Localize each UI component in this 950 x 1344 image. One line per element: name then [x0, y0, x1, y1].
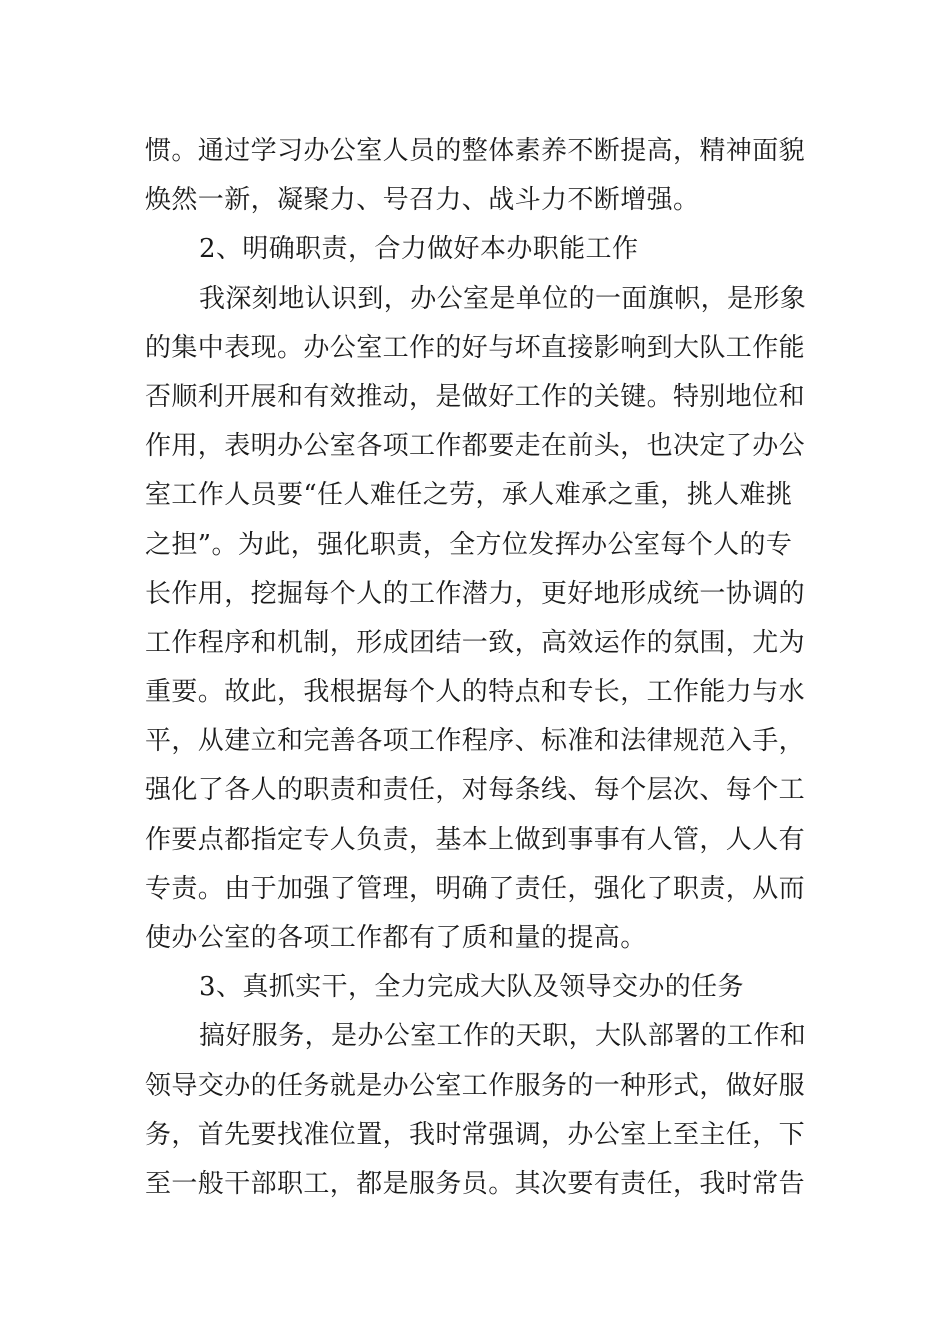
text-line: 强化了各人的职责和责任，对每条线、每个层次、每个工: [145, 775, 806, 806]
text-line: 惯。通过学习办公室人员的整体素养不断提高，精神面貌: [145, 136, 806, 166]
text-line: 之担”。为此，强化职责，全方位发挥办公室每个人的专: [145, 529, 793, 560]
text-line: 作要点都指定专人负责，基本上做到事事有人管，人人有: [145, 824, 806, 855]
text-line: 作用，表明办公室各项工作都要走在前头，也决定了办公: [145, 431, 806, 462]
text-line: 的集中表现。办公室工作的好与坏直接影响到大队工作能: [145, 332, 806, 363]
text-line: 室工作人员要“任人难任之劳，承人难承之重，挑人难挑: [145, 480, 793, 511]
paragraph-start: 我深刻地认识到，办公室是单位的一面旗帜，是形象: [199, 283, 807, 314]
text-line: 领导交办的任务就是办公室工作服务的一种形式，做好服: [145, 1070, 806, 1101]
text-line: 焕然一新，凝聚力、号召力、战斗力不断增强。: [145, 185, 700, 216]
text-line: 重要。故此，我根据每个人的特点和专长，工作能力与水: [145, 677, 806, 708]
text-line: 使办公室的各项工作都有了质和量的提高。: [145, 923, 647, 953]
text-line: 否顺利开展和有效推动，是做好工作的关键。特别地位和: [145, 381, 806, 412]
paragraph-start: 搞好服务，是办公室工作的天职，大队部署的工作和: [199, 1021, 807, 1052]
text-line: 至一般干部职工，都是服务员。其次要有责任，我时常告: [145, 1168, 806, 1199]
text-line: 平，从建立和完善各项工作程序、标准和法律规范入手，: [145, 726, 806, 757]
section-heading: 2、明确职责，合力做好本办职能工作: [199, 234, 639, 265]
text-line: 工作程序和机制，形成团结一致，高效运作的氛围，尤为: [145, 627, 806, 658]
document-body: [145, 127, 810, 1209]
text-line: 长作用，挖掘每个人的工作潜力，更好地形成统一协调的: [145, 578, 806, 609]
text-line: 务，首先要找准位置，我时常强调，办公室上至主任，下: [145, 1119, 806, 1150]
section-heading: 3、真抓实干，全力完成大队及领导交办的任务: [199, 972, 744, 1003]
text-line: 专责。由于加强了管理，明确了责任，强化了职责，从而: [145, 873, 806, 904]
